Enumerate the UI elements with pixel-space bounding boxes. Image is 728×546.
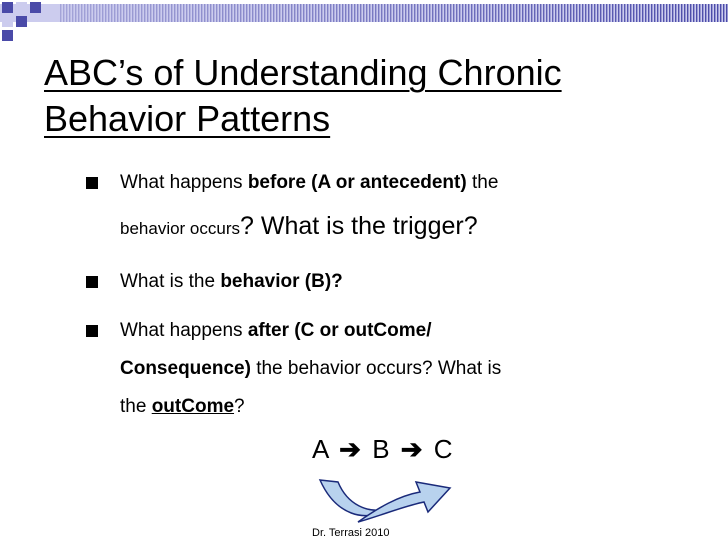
bar-stripe bbox=[423, 4, 424, 22]
bar-stripe bbox=[228, 4, 229, 22]
bar-stripe bbox=[609, 4, 610, 22]
bar-stripe bbox=[531, 4, 532, 22]
bar-stripe bbox=[333, 4, 334, 22]
bar-stripe bbox=[714, 4, 715, 22]
bar-stripe bbox=[675, 4, 676, 22]
bar-stripe bbox=[549, 4, 550, 22]
bar-stripe bbox=[708, 4, 709, 22]
bar-stripe bbox=[165, 4, 166, 22]
bar-stripe bbox=[528, 4, 529, 22]
square-bullet-icon bbox=[86, 325, 98, 337]
bar-stripe bbox=[270, 4, 271, 22]
bar-stripe bbox=[438, 4, 439, 22]
bar-stripe bbox=[309, 4, 310, 22]
bar-stripe bbox=[159, 4, 160, 22]
bar-stripe bbox=[420, 4, 421, 22]
bar-stripe bbox=[489, 4, 490, 22]
bar-stripe bbox=[291, 4, 292, 22]
bar-stripe bbox=[576, 4, 577, 22]
bar-stripe bbox=[588, 4, 589, 22]
bar-stripe bbox=[375, 4, 376, 22]
checker-square bbox=[2, 16, 13, 27]
bar-stripe bbox=[231, 4, 232, 22]
bar-stripe bbox=[426, 4, 427, 22]
bar-stripe bbox=[504, 4, 505, 22]
bar-stripe bbox=[519, 4, 520, 22]
bar-stripe bbox=[672, 4, 673, 22]
bar-stripe bbox=[183, 4, 184, 22]
bar-stripe bbox=[468, 4, 469, 22]
bar-stripe bbox=[579, 4, 580, 22]
bar-stripe bbox=[684, 4, 685, 22]
bar-stripe bbox=[180, 4, 181, 22]
bar-stripe bbox=[273, 4, 274, 22]
checker-square bbox=[16, 16, 27, 27]
bar-stripe bbox=[369, 4, 370, 22]
label-c: C bbox=[433, 434, 453, 464]
bar-stripe bbox=[624, 4, 625, 22]
bar-stripe bbox=[354, 4, 355, 22]
bar-stripe bbox=[591, 4, 592, 22]
bar-stripe bbox=[252, 4, 253, 22]
bar-stripe bbox=[429, 4, 430, 22]
bar-stripe bbox=[441, 4, 442, 22]
bar-stripe bbox=[153, 4, 154, 22]
title-line-1: ABC’s of Understanding Chronic bbox=[44, 52, 562, 93]
bar-stripe bbox=[87, 4, 88, 22]
text-run: the bbox=[466, 172, 499, 193]
bar-stripe bbox=[639, 4, 640, 22]
bar-stripe bbox=[96, 4, 97, 22]
bar-stripe bbox=[510, 4, 511, 22]
bar-stripe bbox=[465, 4, 466, 22]
curved-arrow-right-icon bbox=[358, 482, 450, 522]
bar-stripe bbox=[129, 4, 130, 22]
abc-sequence bbox=[312, 434, 453, 465]
bar-stripe bbox=[537, 4, 538, 22]
bar-stripe bbox=[387, 4, 388, 22]
bar-stripe bbox=[432, 4, 433, 22]
square-bullet-icon bbox=[86, 177, 98, 189]
bar-stripe bbox=[189, 4, 190, 22]
bar-stripe bbox=[648, 4, 649, 22]
bar-stripe bbox=[90, 4, 91, 22]
bar-stripe bbox=[627, 4, 628, 22]
bar-stripe bbox=[522, 4, 523, 22]
bar-stripe bbox=[324, 4, 325, 22]
bar-stripe bbox=[444, 4, 445, 22]
bar-stripe bbox=[615, 4, 616, 22]
bar-stripe bbox=[219, 4, 220, 22]
bullet-line bbox=[120, 266, 343, 298]
bar-stripe bbox=[186, 4, 187, 22]
bar-stripe bbox=[294, 4, 295, 22]
bar-stripe bbox=[636, 4, 637, 22]
bold-text-run: Consequence) bbox=[120, 358, 251, 379]
bar-stripe bbox=[168, 4, 169, 22]
bar-stripe bbox=[150, 4, 151, 22]
text-run: ? What is the trigger? bbox=[240, 212, 478, 240]
bar-stripe bbox=[390, 4, 391, 22]
bar-stripe bbox=[501, 4, 502, 22]
bar-stripe bbox=[408, 4, 409, 22]
bar-stripe bbox=[651, 4, 652, 22]
bar-stripe bbox=[213, 4, 214, 22]
bar-stripe bbox=[240, 4, 241, 22]
bar-stripe bbox=[171, 4, 172, 22]
text-run: the bbox=[120, 396, 152, 417]
bar-stripe bbox=[330, 4, 331, 22]
bar-stripe bbox=[570, 4, 571, 22]
bar-stripe bbox=[471, 4, 472, 22]
bar-stripe bbox=[339, 4, 340, 22]
bar-stripe bbox=[267, 4, 268, 22]
bar-stripe bbox=[399, 4, 400, 22]
bold-underline-text-run: outCome bbox=[151, 396, 235, 417]
bar-stripe bbox=[378, 4, 379, 22]
bar-stripe bbox=[84, 4, 85, 22]
bar-stripe bbox=[453, 4, 454, 22]
bar-stripe bbox=[486, 4, 487, 22]
bar-stripe bbox=[114, 4, 115, 22]
bar-stripe bbox=[717, 4, 718, 22]
bar-stripe bbox=[705, 4, 706, 22]
bar-stripe bbox=[492, 4, 493, 22]
bar-stripe bbox=[402, 4, 403, 22]
bold-text-run: after (C or outCome/ bbox=[247, 320, 432, 341]
bullet-line bbox=[120, 391, 245, 423]
bar-stripe bbox=[513, 4, 514, 22]
bar-stripe bbox=[726, 4, 727, 22]
bullet-line bbox=[120, 210, 478, 246]
bar-stripe bbox=[477, 4, 478, 22]
bold-text-run: behavior (B)? bbox=[220, 271, 343, 292]
bar-stripe bbox=[63, 4, 64, 22]
bar-stripe bbox=[207, 4, 208, 22]
bar-stripe bbox=[216, 4, 217, 22]
bar-stripe bbox=[144, 4, 145, 22]
checker-square bbox=[2, 2, 13, 13]
bar-stripe bbox=[558, 4, 559, 22]
bar-stripe bbox=[657, 4, 658, 22]
bar-stripe bbox=[384, 4, 385, 22]
bar-stripe bbox=[312, 4, 313, 22]
bar-stripe bbox=[693, 4, 694, 22]
bar-stripe bbox=[645, 4, 646, 22]
bar-stripe bbox=[225, 4, 226, 22]
bar-stripe bbox=[567, 4, 568, 22]
bar-stripe bbox=[696, 4, 697, 22]
bar-stripe bbox=[666, 4, 667, 22]
bar-stripe bbox=[603, 4, 604, 22]
bar-stripe bbox=[279, 4, 280, 22]
stripe-pattern bbox=[0, 0, 728, 40]
bar-stripe bbox=[618, 4, 619, 22]
bar-stripe bbox=[621, 4, 622, 22]
bar-stripe bbox=[78, 4, 79, 22]
bar-stripe bbox=[585, 4, 586, 22]
bar-stripe bbox=[699, 4, 700, 22]
bar-stripe bbox=[201, 4, 202, 22]
bar-stripe bbox=[552, 4, 553, 22]
bar-stripe bbox=[198, 4, 199, 22]
bar-stripe bbox=[360, 4, 361, 22]
bar-stripe bbox=[483, 4, 484, 22]
bar-stripe bbox=[147, 4, 148, 22]
bar-stripe bbox=[678, 4, 679, 22]
bar-stripe bbox=[60, 4, 61, 22]
slide-title bbox=[44, 50, 664, 142]
bar-stripe bbox=[174, 4, 175, 22]
bullet-line bbox=[120, 167, 498, 199]
bar-stripe bbox=[141, 4, 142, 22]
bar-stripe bbox=[162, 4, 163, 22]
bar-stripe bbox=[393, 4, 394, 22]
bullet-line bbox=[120, 353, 501, 385]
right-arrow-icon: ➔ bbox=[339, 434, 361, 464]
text-run: What happens bbox=[120, 172, 248, 193]
bullet-line bbox=[120, 315, 432, 347]
bar-stripe bbox=[561, 4, 562, 22]
bar-stripe bbox=[435, 4, 436, 22]
bar-stripe bbox=[612, 4, 613, 22]
bar-stripe bbox=[540, 4, 541, 22]
checker-square bbox=[2, 30, 13, 41]
bar-stripe bbox=[690, 4, 691, 22]
bar-stripe bbox=[597, 4, 598, 22]
bar-stripe bbox=[249, 4, 250, 22]
bar-stripe bbox=[126, 4, 127, 22]
right-arrow-icon: ➔ bbox=[400, 434, 423, 464]
bar-stripe bbox=[663, 4, 664, 22]
bar-stripe bbox=[654, 4, 655, 22]
bar-stripe bbox=[381, 4, 382, 22]
bar-stripe bbox=[345, 4, 346, 22]
bar-stripe bbox=[306, 4, 307, 22]
bar-stripe bbox=[204, 4, 205, 22]
bar-stripe bbox=[417, 4, 418, 22]
bar-stripe bbox=[69, 4, 70, 22]
bar-stripe bbox=[456, 4, 457, 22]
bar-stripe bbox=[258, 4, 259, 22]
bar-stripe bbox=[303, 4, 304, 22]
bar-stripe bbox=[711, 4, 712, 22]
bar-stripe bbox=[288, 4, 289, 22]
bar-stripe bbox=[93, 4, 94, 22]
bar-stripe bbox=[480, 4, 481, 22]
bar-stripe bbox=[474, 4, 475, 22]
bar-stripe bbox=[702, 4, 703, 22]
bar-stripe bbox=[687, 4, 688, 22]
bar-stripe bbox=[642, 4, 643, 22]
bar-stripe bbox=[321, 4, 322, 22]
bar-stripe bbox=[396, 4, 397, 22]
checker-square bbox=[30, 2, 41, 13]
bar-stripe bbox=[123, 4, 124, 22]
bar-stripe bbox=[582, 4, 583, 22]
bar-stripe bbox=[462, 4, 463, 22]
bar-stripe bbox=[405, 4, 406, 22]
bar-stripe bbox=[450, 4, 451, 22]
bar-stripe bbox=[117, 4, 118, 22]
bar-stripe bbox=[348, 4, 349, 22]
label-b: B bbox=[372, 434, 390, 464]
bar-stripe bbox=[372, 4, 373, 22]
bar-stripe bbox=[246, 4, 247, 22]
bar-stripe bbox=[564, 4, 565, 22]
top-decorative-bar bbox=[0, 0, 728, 40]
bar-stripe bbox=[120, 4, 121, 22]
bar-stripe bbox=[543, 4, 544, 22]
text-run: What is the bbox=[120, 271, 221, 292]
bar-stripe bbox=[177, 4, 178, 22]
bar-stripe bbox=[138, 4, 139, 22]
bar-stripe bbox=[297, 4, 298, 22]
bar-stripe bbox=[102, 4, 103, 22]
bar-stripe bbox=[108, 4, 109, 22]
bar-stripe bbox=[495, 4, 496, 22]
text-run: the behavior occurs? What is bbox=[250, 358, 502, 379]
footer-credit: Dr. Terrasi 2010 bbox=[312, 527, 390, 539]
bar-stripe bbox=[327, 4, 328, 22]
bar-stripe bbox=[363, 4, 364, 22]
bar-stripe bbox=[318, 4, 319, 22]
bar-stripe bbox=[516, 4, 517, 22]
label-a: A bbox=[312, 434, 328, 464]
bar-stripe bbox=[606, 4, 607, 22]
bar-stripe bbox=[633, 4, 634, 22]
bar-stripe bbox=[255, 4, 256, 22]
bar-stripe bbox=[300, 4, 301, 22]
bar-stripe bbox=[681, 4, 682, 22]
bar-stripe bbox=[111, 4, 112, 22]
checker-decoration bbox=[0, 0, 60, 40]
bar-stripe bbox=[720, 4, 721, 22]
bar-stripe bbox=[192, 4, 193, 22]
bar-stripe bbox=[342, 4, 343, 22]
bar-stripe bbox=[414, 4, 415, 22]
text-run: What happens bbox=[120, 320, 248, 341]
bar-stripe bbox=[573, 4, 574, 22]
bar-stripe bbox=[99, 4, 100, 22]
bar-stripe bbox=[594, 4, 595, 22]
bar-stripe bbox=[195, 4, 196, 22]
bar-stripe bbox=[285, 4, 286, 22]
bar-stripe bbox=[234, 4, 235, 22]
bar-stripe bbox=[105, 4, 106, 22]
bar-stripe bbox=[630, 4, 631, 22]
bar-stripe bbox=[264, 4, 265, 22]
bold-text-run: before (A or antecedent) bbox=[247, 172, 467, 193]
bar-stripe bbox=[81, 4, 82, 22]
bar-stripe bbox=[366, 4, 367, 22]
bar-stripe bbox=[282, 4, 283, 22]
bar-stripe bbox=[669, 4, 670, 22]
bar-stripe bbox=[261, 4, 262, 22]
checker-square bbox=[16, 2, 27, 13]
bar-stripe bbox=[600, 4, 601, 22]
bar-stripe bbox=[135, 4, 136, 22]
title-line-2: Behavior Patterns bbox=[44, 98, 331, 139]
bar-stripe bbox=[459, 4, 460, 22]
bar-stripe bbox=[351, 4, 352, 22]
bar-stripe bbox=[237, 4, 238, 22]
bar-stripe bbox=[723, 4, 724, 22]
bar-stripe bbox=[534, 4, 535, 22]
bar-stripe bbox=[498, 4, 499, 22]
bar-stripe bbox=[336, 4, 337, 22]
bar-stripe bbox=[525, 4, 526, 22]
bar-stripe bbox=[357, 4, 358, 22]
text-run: ? bbox=[234, 396, 245, 417]
bar-stripe bbox=[315, 4, 316, 22]
bar-stripe bbox=[66, 4, 67, 22]
curved-arrows-graphic bbox=[318, 468, 468, 528]
text-run: behavior occurs bbox=[120, 219, 241, 238]
bar-stripe bbox=[447, 4, 448, 22]
bar-stripe bbox=[210, 4, 211, 22]
bar-stripe bbox=[411, 4, 412, 22]
bar-stripe bbox=[222, 4, 223, 22]
bar-stripe bbox=[660, 4, 661, 22]
bar-stripe bbox=[132, 4, 133, 22]
bar-stripe bbox=[72, 4, 73, 22]
square-bullet-icon bbox=[86, 276, 98, 288]
bar-stripe bbox=[243, 4, 244, 22]
bar-stripe bbox=[276, 4, 277, 22]
bar-stripe bbox=[507, 4, 508, 22]
bar-stripe bbox=[75, 4, 76, 22]
bar-stripe bbox=[156, 4, 157, 22]
bar-stripe bbox=[555, 4, 556, 22]
bar-stripe bbox=[546, 4, 547, 22]
